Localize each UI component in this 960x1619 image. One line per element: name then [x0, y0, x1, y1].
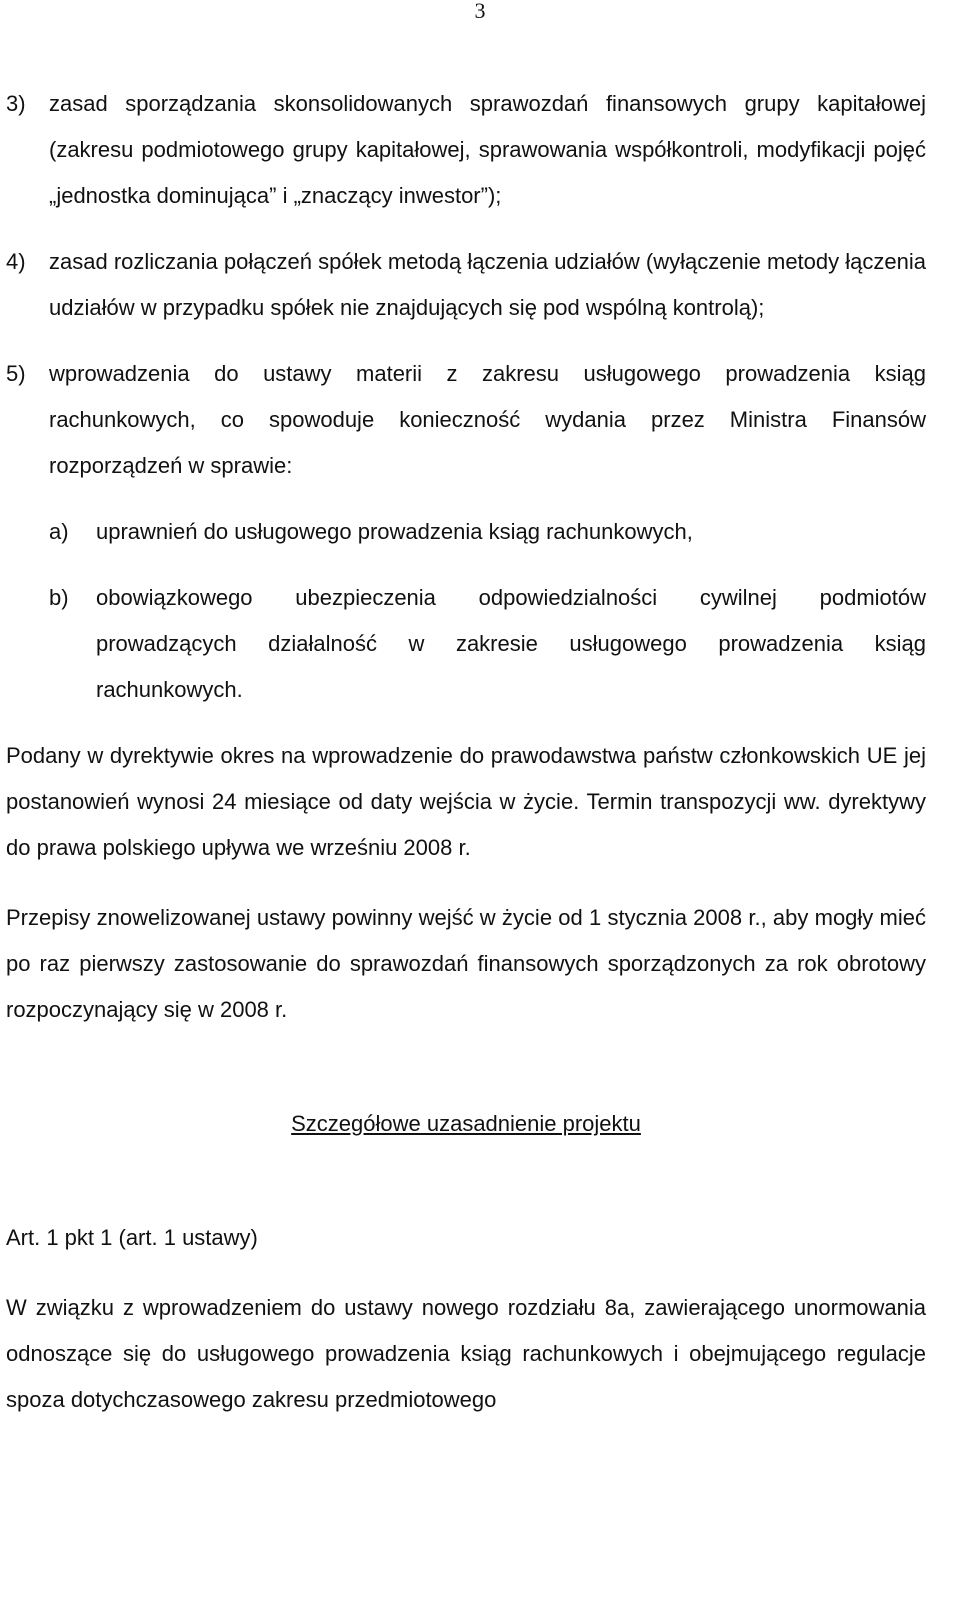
list-item-text: wprowadzenia do ustawy materii z zakresu usługowego prowadzenia ksiąg rachunkowych, co spowoduje konieczność wydania przez Ministra Finansów rozporządzeń w sprawie:: [49, 361, 926, 478]
article-reference: Art. 1 pkt 1 (art. 1 ustawy): [6, 1225, 258, 1250]
sub-list-item-text: obowiązkowego ubezpieczenia odpowiedzialności cywilnej podmiotów prowadzących działalność w zakresie usługowego prowadzenia ksiąg rachunkowych.: [96, 585, 926, 702]
section-heading: Szczegółowe uzasadnienie projektu: [291, 1111, 641, 1136]
list-item-number: 4): [6, 249, 26, 274]
list-item-number: 3): [6, 91, 26, 116]
list-item-text: zasad sporządzania skonsolidowanych sprawozdań finansowych grupy kapitałowej (zakresu podmiotowego grupy kapitałowej, sprawowania współkontroli, modyfikacji pojęć „jednostka dominująca” i „znaczący inwestor”);: [49, 91, 926, 208]
paragraph-transposition: Podany w dyrektywie okres na wprowadzenie do prawodawstwa państw członkowskich UE jej postanowień wynosi 24 miesiące od daty wejścia w życie. Termin transpozycji ww. dyrektywy do prawa polskiego upływa we wrześniu 2008 r.: [6, 743, 926, 860]
document-body: [6, 81, 926, 1423]
list-item: [6, 81, 926, 219]
list-item: [6, 239, 926, 331]
sub-list-item-text: uprawnień do usługowego prowadzenia ksiąg rachunkowych,: [96, 519, 693, 544]
sub-list-item: [49, 509, 926, 555]
sub-list-item-letter: b): [49, 585, 69, 610]
paragraph-article-explanation: W związku z wprowadzeniem do ustawy nowego rozdziału 8a, zawierającego unormowania odnoszące się do usługowego prowadzenia ksiąg rachunkowych i obejmującego regulacje spoza dotychczasowego zakresu przedmiotowego: [6, 1295, 926, 1412]
sub-list-item-letter: a): [49, 519, 69, 544]
list-item: [6, 351, 926, 489]
list-item-number: 5): [6, 361, 26, 386]
paragraph-entry-into-force: Przepisy znowelizowanej ustawy powinny wejść w życie od 1 stycznia 2008 r., aby mogły mieć po raz pierwszy zastosowanie do sprawozdań finansowych sporządzonych za rok obrotowy rozpoczynający się w 2008 r.: [6, 905, 926, 1022]
page-number: 3: [474, 0, 486, 23]
list-item-text: zasad rozliczania połączeń spółek metodą łączenia udziałów (wyłączenie metody łączenia udziałów w przypadku spółek nie znajdujących się pod wspólną kontrolą);: [49, 249, 926, 320]
sub-list-item: [49, 575, 926, 713]
